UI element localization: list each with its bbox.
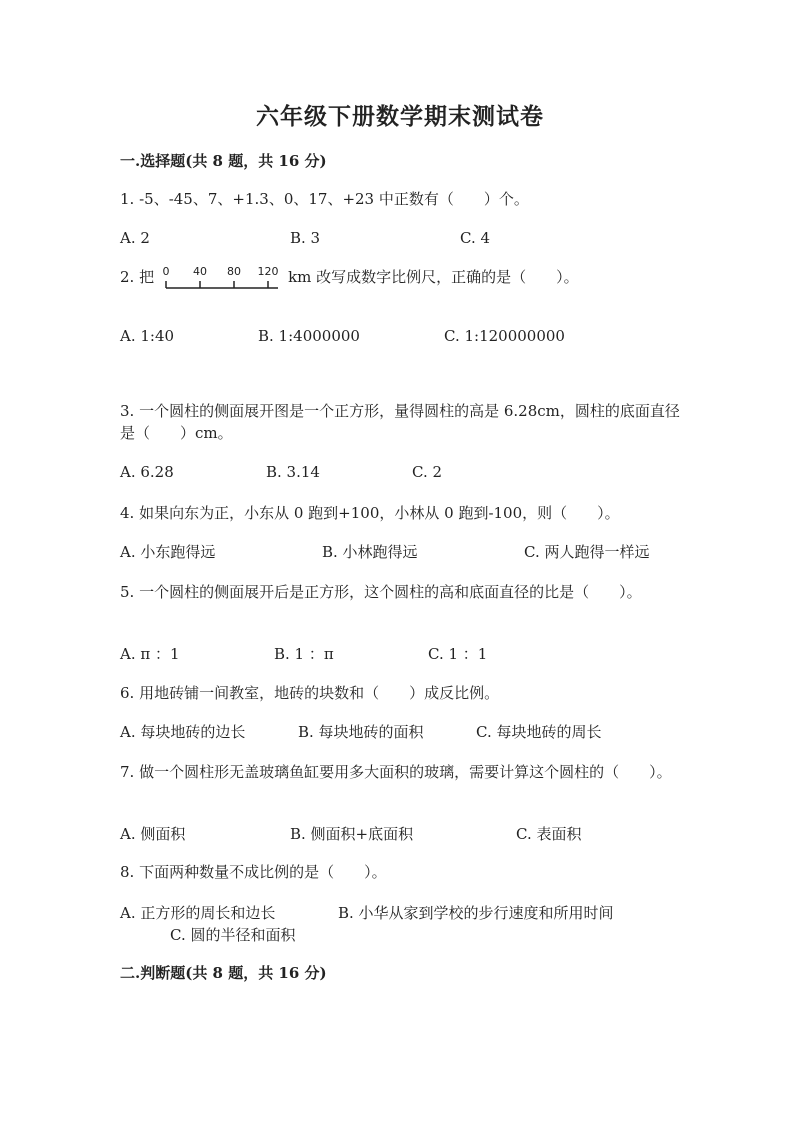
- q2-option-a: A. 1:40: [120, 327, 175, 345]
- q3-option-b: B. 3.14: [266, 463, 320, 481]
- q5-option-c: C. 1 ：1: [428, 645, 488, 663]
- q4-option-b: B. 小林跑得远: [322, 543, 418, 561]
- q4-option-c: C. 两人跑得一样远: [524, 543, 650, 561]
- question-5: 5. 一个圆柱的侧面展开后是正方形，这个圆柱的高和底面直径的比是（ ）。: [120, 583, 642, 601]
- question-3: 3. 一个圆柱的侧面展开图是一个正方形，量得圆柱的高是 6.28cm，圆柱的底面直径是（ ）cm。: [120, 402, 680, 442]
- question-2-suffix: km 改写成数字比例尺，正确的是（ ）。: [288, 268, 579, 286]
- scale-label-40: 40: [193, 265, 208, 278]
- q7-option-c: C. 表面积: [516, 825, 582, 843]
- q7-option-a: A. 侧面积: [120, 825, 186, 843]
- q8-option-b: B. 小华从家到学校的步行速度和所用时间: [338, 904, 614, 922]
- section-heading-choice: 一.选择题(共 8 题，共 16 分): [120, 152, 327, 170]
- q5-option-b: B. 1 ：π: [274, 645, 334, 663]
- question-8: 8. 下面两种数量不成比例的是（ ）。: [120, 863, 387, 881]
- scale-label-0: 0: [162, 265, 170, 278]
- q1-option-a: A. 2: [120, 229, 150, 247]
- q7-option-b: B. 侧面积+底面积: [290, 825, 414, 843]
- q6-option-a: A. 每块地砖的边长: [120, 723, 246, 741]
- scale-label-120: 120: [257, 265, 279, 278]
- question-1: 1. -5、-45、7、+1.3、0、17、+23 中正数有（ ）个。: [120, 190, 529, 208]
- question-6: 6. 用地砖铺一间教室，地砖的块数和（ ）成反比例。: [120, 684, 500, 702]
- scale-label-80: 80: [227, 265, 242, 278]
- line-scale-figure: [162, 264, 282, 292]
- q1-option-b: B. 3: [290, 229, 321, 247]
- q4-option-a: A. 小东跑得远: [120, 543, 216, 561]
- question-2-prefix: 2. 把: [120, 268, 155, 286]
- page-title: 六年级下册数学期末测试卷: [256, 103, 544, 130]
- q2-option-c: C. 1:120000000: [444, 327, 565, 345]
- question-4: 4. 如果向东为正，小东从 0 跑到+100，小林从 0 跑到-100，则（ ）。: [120, 504, 620, 522]
- q3-option-a: A. 6.28: [120, 463, 174, 481]
- q2-option-b: B. 1:4000000: [258, 327, 360, 345]
- q6-option-b: B. 每块地砖的面积: [298, 723, 424, 741]
- q8-option-c: C. 圆的半径和面积: [170, 926, 296, 944]
- q6-option-c: C. 每块地砖的周长: [476, 723, 602, 741]
- q1-option-c: C. 4: [460, 229, 491, 247]
- q5-option-a: A. π ：1: [120, 645, 180, 663]
- q8-option-a: A. 正方形的周长和边长: [120, 904, 276, 922]
- section-heading-judge: 二.判断题(共 8 题，共 16 分): [120, 964, 327, 982]
- q3-option-c: C. 2: [412, 463, 443, 481]
- question-7: 7. 做一个圆柱形无盖玻璃鱼缸要用多大面积的玻璃，需要计算这个圆柱的（ ）。: [120, 763, 672, 781]
- question-2: [120, 264, 680, 292]
